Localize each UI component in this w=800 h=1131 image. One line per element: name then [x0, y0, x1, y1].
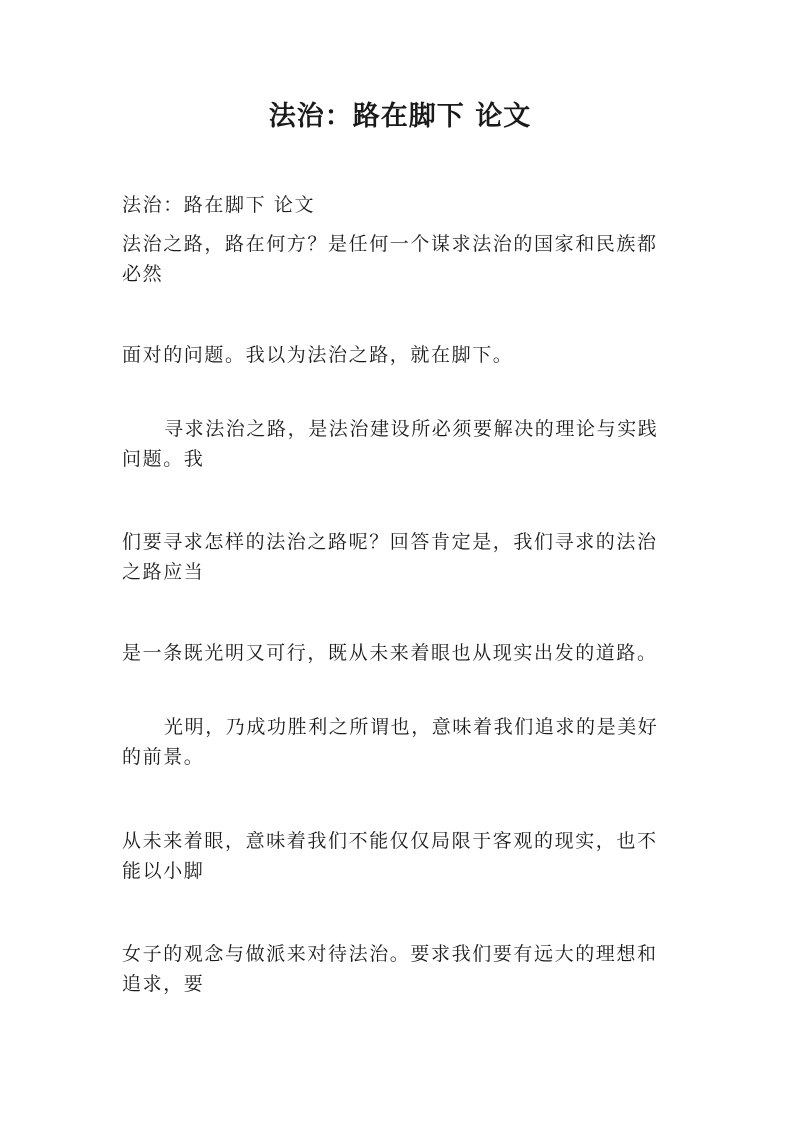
paragraph-text [122, 340, 690, 370]
paragraph-line: 法治：路在脚下 论文 [122, 194, 316, 216]
paragraph-text [122, 414, 690, 474]
paragraph-text [122, 527, 690, 587]
paragraph-line: 追求，要 [122, 973, 205, 995]
paragraph-line: 能以小脚 [122, 860, 205, 882]
paragraph-line: 女子的观念与做派来对待法治。要求我们要有远大的理想和 [122, 943, 658, 965]
paragraph-line: 从未来着眼，意味着我们不能仅仅局限于客观的现实，也不 [122, 830, 658, 852]
paragraph-subtitle [122, 190, 690, 220]
paragraph-line: 问题。我 [122, 448, 205, 470]
paragraph-intro [122, 229, 690, 289]
paragraph-line: 寻求法治之路，是法治建设所必须要解决的理论与实践 [164, 418, 659, 440]
paragraph-line: 面对的问题。我以为法治之路，就在脚下。 [122, 344, 514, 366]
paragraph-line: 之路应当 [122, 561, 205, 583]
paragraph-line: 的前景。 [122, 746, 205, 768]
paragraph-text [122, 712, 690, 772]
paragraph-text [122, 638, 690, 668]
paragraph-text [122, 826, 690, 886]
document-title: 法治：路在脚下 论文 [268, 101, 532, 132]
paragraph-line: 光明，乃成功胜利之所谓也，意味着我们追求的是美好 [164, 716, 659, 738]
paragraph-text [122, 939, 690, 999]
paragraph-line: 是一条既光明又可行，既从未来着眼也从现实出发的道路。 [122, 642, 658, 664]
paragraph-line: 法治之路，路在何方？是任何一个谋求法治的国家和民族都 [122, 233, 658, 255]
paragraph-line: 必然 [122, 263, 164, 285]
paragraph-line: 们要寻求怎样的法治之路呢？回答肯定是，我们寻求的法治 [122, 531, 658, 553]
